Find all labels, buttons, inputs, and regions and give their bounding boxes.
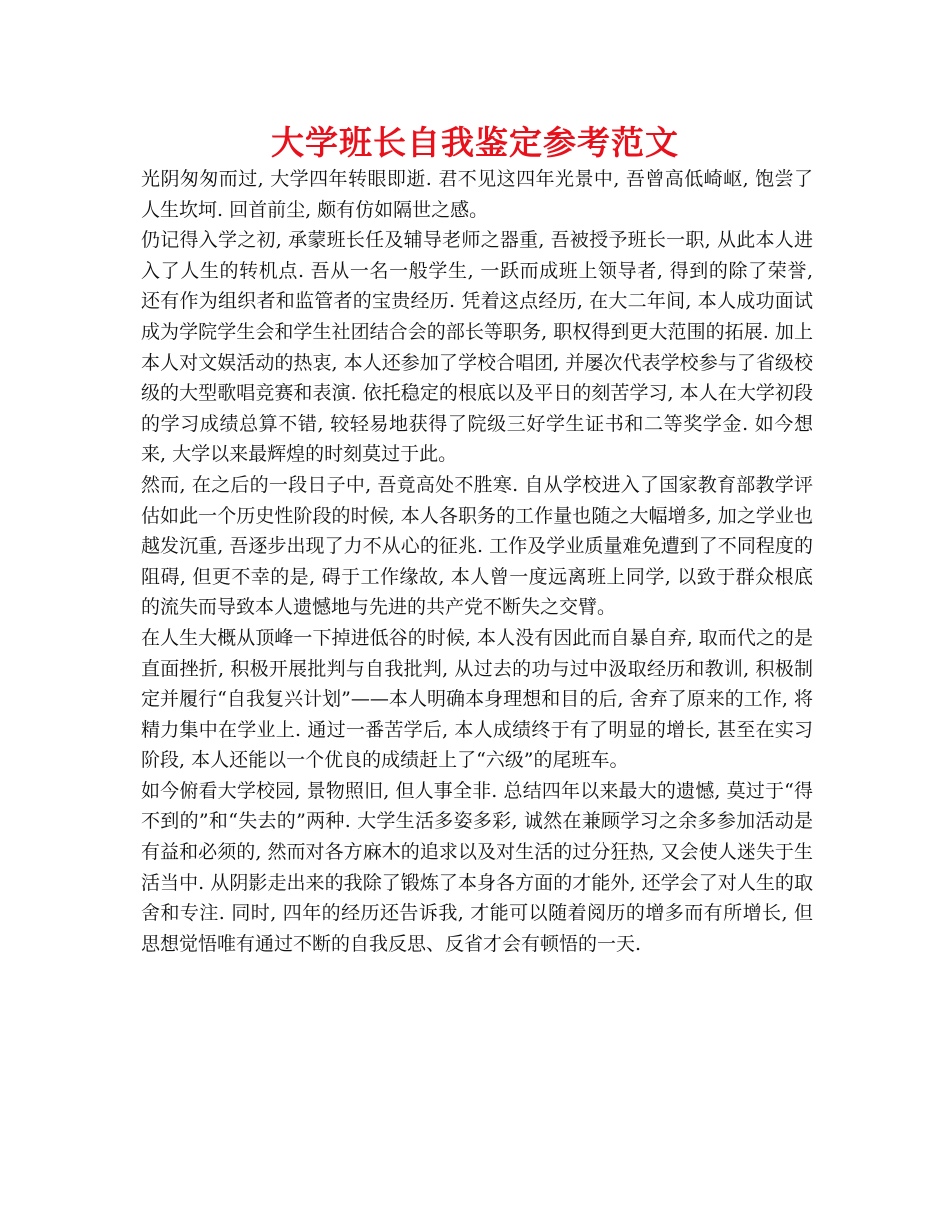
- paragraph-5: 如今俯看大学校园, 景物照旧, 但人事全非. 总结四年以来最大的遗憾, 莫过于“得不到的”和“失去的”两种. 大学生活多姿多彩, 诚然在兼顾学习之余多参加活动是有益和必须的, 然而对各方麻木的追求以及对生活的过分狂热, 又会使人迷失于生活当中. 从阴影走出来的我除了锻炼了本身各方面的才能外, 还学会了对人生的取舍和专注. 同时, 四年的经历还告诉我, 才能可以随着阅历的增多而有所增长, 但思想觉悟唯有通过不断的自我反思、反省才会有顿悟的一天.: [141, 779, 813, 955]
- document-body: [141, 164, 813, 959]
- document-title: 大学班长自我鉴定参考范文: [271, 123, 679, 162]
- paragraph-2: 仍记得入学之初, 承蒙班长任及辅导老师之器重, 吾被授予班长一职, 从此本人进入了人生的转机点. 吾从一名一般学生, 一跃而成班上领导者, 得到的除了荣誉, 还有作为组织者和监管者的宝贵经历. 凭着这点经历, 在大二年间, 本人成功面试成为学院学生会和学生社团结合会的部长等职务, 职权得到更大范围的拓展. 加上本人对文娱活动的热衷, 本人还参加了学校合唱团, 并屡次代表学校参与了省级校级的大型歌唱竞赛和表演. 依托稳定的根底以及平日的刻苦学习, 本人在大学初段的学习成绩总算不错, 较轻易地获得了院级三好学生证书和二等奖学金. 如今想来, 大学以来最辉煌的时刻莫过于此。: [141, 229, 813, 466]
- paragraph-4: 在人生大概从顶峰一下掉进低谷的时候, 本人没有因此而自暴自弃, 取而代之的是直面挫折, 积极开展批判与自我批判, 从过去的功与过中汲取经历和教训, 积极制定并履行“自我复兴计划”——本人明确本身理想和目的后, 舍弃了原来的工作, 将精力集中在学业上. 通过一番苦学后, 本人成绩终于有了明显的增长, 甚至在实习阶段, 本人还能以一个优良的成绩赶上了“六级”的尾班车。: [141, 626, 813, 772]
- paragraph-1: 光阴匆匆而过, 大学四年转眼即逝. 君不见这四年光景中, 吾曾高低崎岖, 饱尝了人生坎坷. 回首前尘, 颇有仿如隔世之感。: [141, 168, 813, 221]
- paragraph-3: 然而, 在之后的一段日子中, 吾竟高处不胜寒. 自从学校进入了国家教育部教学评估如此一个历史性阶段的时候, 本人各职务的工作量也随之大幅增多, 加之学业也越发沉重, 吾逐步出现了力不从心的征兆. 工作及学业质量难免遭到了不同程度的阻碍, 但更不幸的是, 碍于工作缘故, 本人曾一度远离班上同学, 以致于群众根底的流失而导致本人遗憾地与先进的共产党不断失之交臂。: [141, 473, 813, 619]
